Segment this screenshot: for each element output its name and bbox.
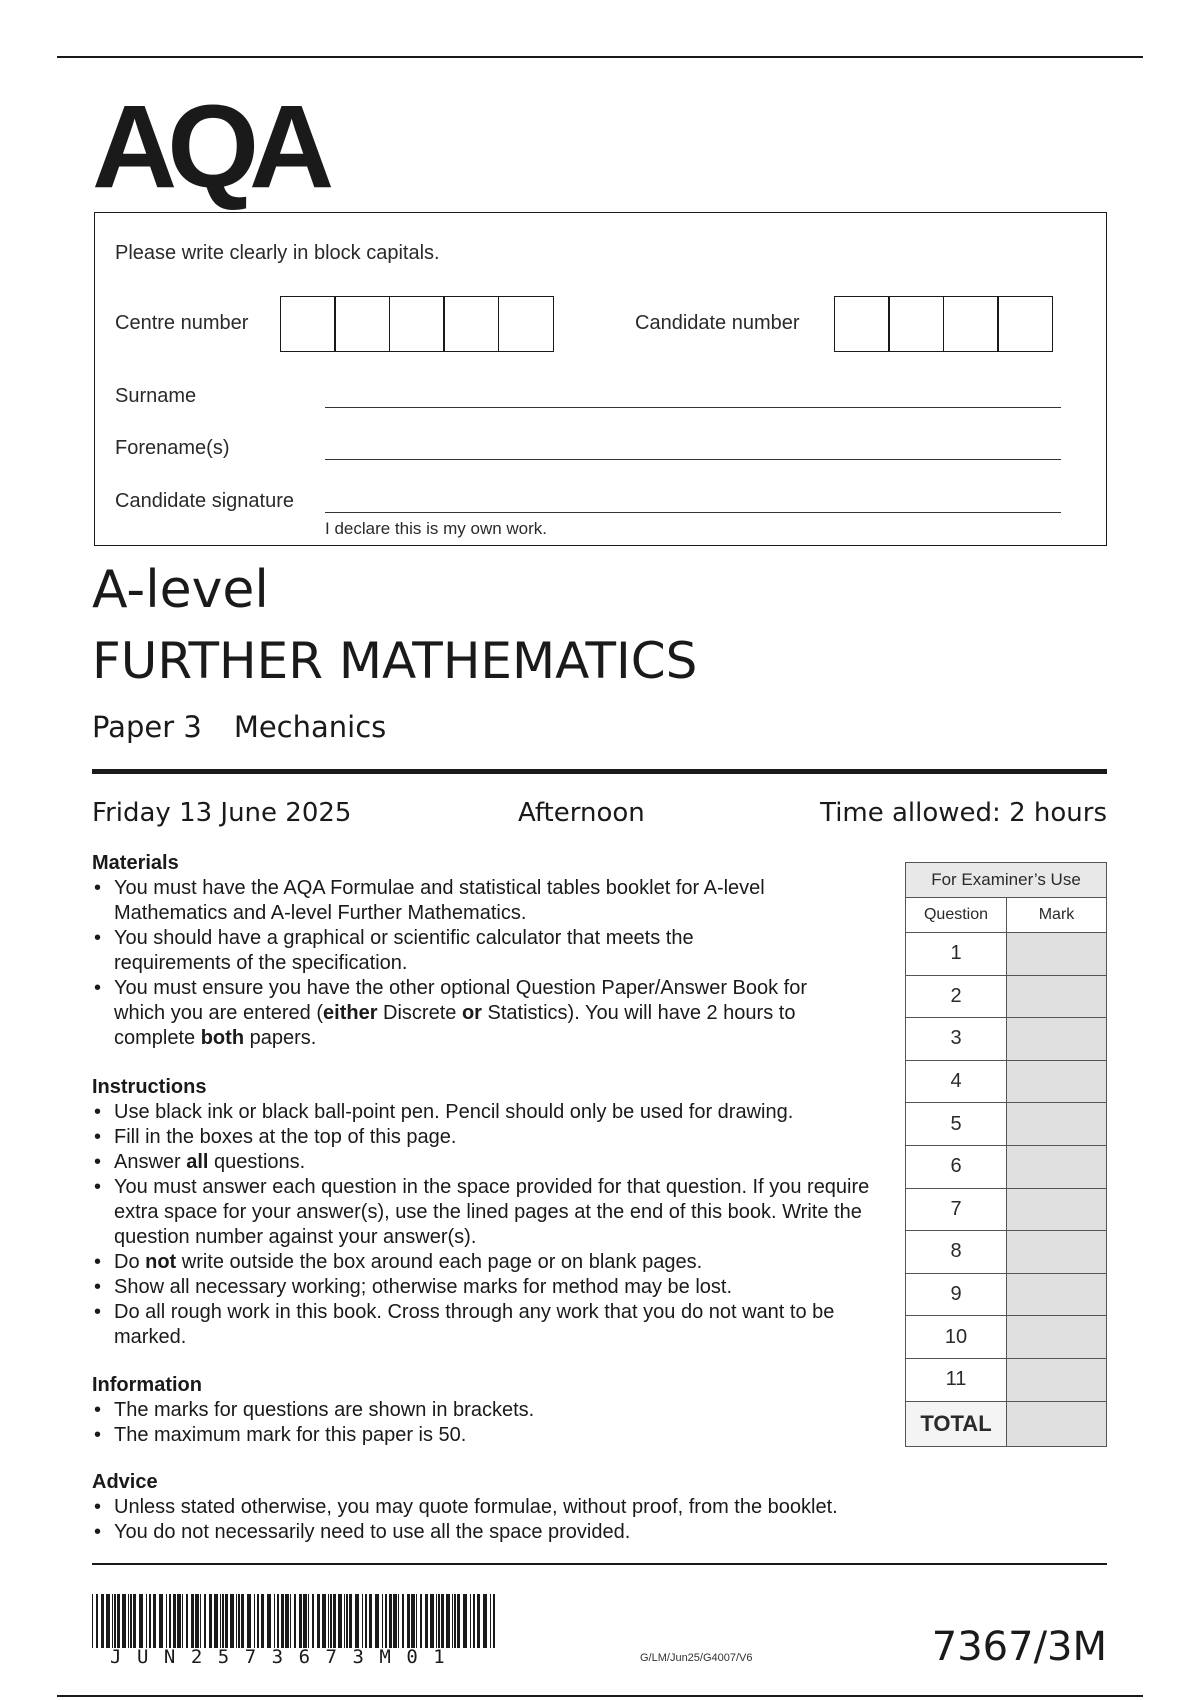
footer-divider <box>92 1563 1107 1565</box>
question-number: 11 <box>906 1358 1007 1401</box>
instructions-item: • Do not write outside the box around each page or on blank pages. <box>92 1250 892 1275</box>
exam-date: Friday 13 June 2025 <box>92 798 352 828</box>
mark-cell <box>1007 1358 1107 1401</box>
instructions-heading: Instructions <box>92 1076 207 1098</box>
information-item: • The marks for questions are shown in brackets. <box>92 1398 892 1423</box>
paper-subtitle <box>92 710 418 744</box>
instructions-item: • Fill in the boxes at the top of this page. <box>92 1125 892 1150</box>
advice-heading: Advice <box>92 1471 158 1493</box>
materials-heading: Materials <box>92 852 179 874</box>
question-number: 1 <box>906 933 1007 976</box>
document-reference: G/LM/Jun25/G4007/V6 <box>640 1652 753 1664</box>
question-number: 3 <box>906 1018 1007 1061</box>
declaration-text: I declare this is my own work. <box>325 519 548 538</box>
materials-item: • You must have the AQA Formulae and statistical tables booklet for A-level Mathematics and A-level Further Mathematics. <box>92 876 774 926</box>
advice-section <box>92 1470 1102 1545</box>
question-number: 2 <box>906 975 1007 1018</box>
centre-number-digit[interactable] <box>498 296 554 352</box>
candidate-number-digit[interactable] <box>997 296 1053 352</box>
signature-field[interactable] <box>325 512 1061 513</box>
mark-cell <box>1007 1231 1107 1274</box>
centre-number-digit[interactable] <box>389 296 445 352</box>
instructions-item: • Show all necessary working; otherwise marks for method may be lost. <box>92 1275 892 1300</box>
question-column-header: Question <box>906 898 1007 933</box>
candidate-number-digit[interactable] <box>943 296 999 352</box>
centre-number-digit[interactable] <box>334 296 390 352</box>
mark-cell <box>1007 1103 1107 1146</box>
candidate-number-boxes[interactable] <box>835 296 1053 352</box>
time-allowed: Time allowed: 2 hours <box>820 798 1107 828</box>
candidate-number-digit[interactable] <box>888 296 944 352</box>
examiner-table-title: For Examiner’s Use <box>906 863 1107 898</box>
centre-number-boxes[interactable] <box>281 296 554 352</box>
bottom-rule <box>57 1695 1143 1697</box>
question-number: 10 <box>906 1316 1007 1359</box>
paper-code: 7367/3M <box>931 1624 1107 1670</box>
title-divider <box>92 769 1107 774</box>
barcode-text: JUN2573673M01 <box>110 1646 461 1668</box>
instructions-item: • Do all rough work in this book. Cross through any work that you do not want to be marked. <box>92 1300 894 1350</box>
paper-number: Paper 3 <box>92 710 202 744</box>
materials-section <box>92 851 892 1051</box>
materials-item: • You should have a graphical or scientific calculator that meets the requirements of the specification. <box>92 926 774 976</box>
instructions-item: • Use black ink or black ball-point pen. Pencil should only be used for drawing. <box>92 1100 892 1125</box>
mark-column-header: Mark <box>1007 898 1107 933</box>
information-section <box>92 1373 892 1448</box>
subject-title: FURTHER MATHEMATICS <box>92 632 698 690</box>
forenames-label: Forename(s) <box>115 437 230 459</box>
block-capitals-instruction: Please write clearly in block capitals. <box>115 242 440 264</box>
question-number: 9 <box>906 1273 1007 1316</box>
centre-number-digit[interactable] <box>443 296 499 352</box>
mark-cell <box>1007 1316 1107 1359</box>
advice-item: • You do not necessarily need to use all the space provided. <box>92 1520 1102 1545</box>
centre-number-digit[interactable] <box>280 296 336 352</box>
centre-number-label: Centre number <box>115 312 249 334</box>
mark-cell <box>1007 1188 1107 1231</box>
signature-label: Candidate signature <box>115 490 295 512</box>
question-number: 6 <box>906 1145 1007 1188</box>
instructions-item: • Answer all questions. <box>92 1150 892 1175</box>
question-number: 4 <box>906 1060 1007 1103</box>
advice-item: • Unless stated otherwise, you may quote formulae, without proof, from the booklet. <box>92 1495 1102 1520</box>
instructions-item: • You must answer each question in the space provided for that question. If you require extra space for your answer(s), use the lined pages at the end of this book. Write the question number against your answer(s). <box>92 1175 876 1250</box>
mark-cell <box>1007 1060 1107 1103</box>
paper-component: Mechanics <box>233 710 387 744</box>
exam-session: Afternoon <box>518 798 645 828</box>
materials-item: • You must ensure you have the other optional Question Paper/Answer Book for which you are entered (either Discrete or Statistics). You will have 2 hours to complete both papers. <box>92 976 834 1051</box>
question-number: 5 <box>906 1103 1007 1146</box>
examiner-use-table <box>905 862 1107 1447</box>
information-heading: Information <box>92 1374 202 1396</box>
candidate-number-label: Candidate number <box>635 312 800 334</box>
qualification-level: A-level <box>92 560 269 620</box>
aqa-logo: AQA <box>92 81 325 213</box>
mark-cell <box>1007 975 1107 1018</box>
forenames-field[interactable] <box>325 459 1061 460</box>
question-number: 7 <box>906 1188 1007 1231</box>
mark-cell <box>1007 1145 1107 1188</box>
mark-cell <box>1007 933 1107 976</box>
candidate-number-digit[interactable] <box>834 296 890 352</box>
surname-label: Surname <box>115 385 197 407</box>
mark-cell <box>1007 1273 1107 1316</box>
question-number: 8 <box>906 1231 1007 1274</box>
surname-field[interactable] <box>325 407 1061 408</box>
instructions-section <box>92 1075 892 1350</box>
information-item: • The maximum mark for this paper is 50. <box>92 1423 892 1448</box>
barcode <box>92 1594 500 1648</box>
mark-cell <box>1007 1018 1107 1061</box>
top-rule <box>57 56 1143 58</box>
total-mark-cell <box>1007 1401 1107 1446</box>
total-label: TOTAL <box>906 1401 1007 1446</box>
